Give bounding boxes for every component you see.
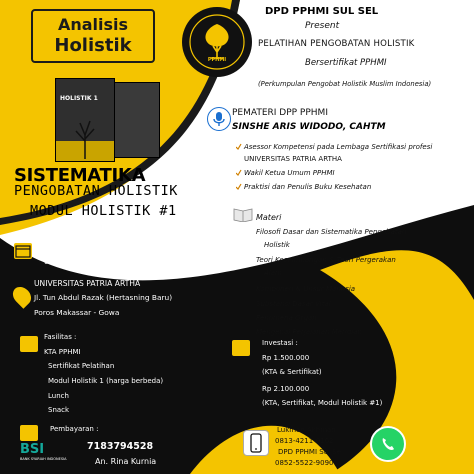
- contact-phone-1: 0813-4211-0162: [275, 437, 334, 445]
- fasilitas-item: Snack: [48, 406, 70, 414]
- materi-item: Komponen & Unsur Manusia: [256, 285, 356, 293]
- schedule-date: Selasa - Sabtu : 14 - 18 Februari 2023: [36, 243, 177, 252]
- price-2: Rp 2.100.000: [262, 385, 310, 393]
- venue-city: Poros Makassar - Gowa: [34, 308, 120, 317]
- calendar-icon: [14, 243, 32, 259]
- book-open-icon: [233, 206, 253, 222]
- pembayaran-label: Pembayaran :: [50, 425, 99, 433]
- pphmi-seal-logo: [181, 6, 253, 78]
- materi-item: Holistik: [264, 241, 290, 249]
- book-cover: [55, 78, 115, 162]
- speaker-label: PEMATERI DPP PPHMI: [232, 108, 328, 118]
- analisis-holistik-logo: [31, 9, 155, 63]
- fasilitas-item: KTA PPHMI: [44, 348, 81, 356]
- price-1-note: (KTA & Sertifikat): [262, 368, 322, 376]
- logo-line2: Holistik: [54, 35, 132, 56]
- investasi-label: Investasi :: [262, 339, 298, 347]
- association-name: (Perkumpulan Pengobat Holistik Muslim Indonesia): [258, 80, 432, 88]
- venue-street: Jl. Tun Abdul Razak (Hertasning Baru): [34, 293, 173, 302]
- certified-label: Bersertifikat PPHMI: [305, 58, 387, 68]
- book-cover-title: HOLISTIK 1: [60, 95, 98, 102]
- materi-item: Mengenal Perjalanan Meridian: [256, 328, 362, 336]
- title-line3: MODUL HOLISTIK #1: [30, 203, 177, 219]
- speaker-name: SINSHE ARIS WIDODO, CAHTM: [232, 122, 386, 132]
- title-line1: SISTEMATIKA: [14, 165, 146, 186]
- speaker-credential: Praktisi dan Penulis Buku Kesehatan: [244, 183, 372, 191]
- checkmark-icons: [236, 143, 242, 193]
- seal-caption: PPHMI: [207, 57, 227, 63]
- materi-item: Fenomena Organ: [256, 314, 317, 322]
- tree-icon: [56, 111, 114, 161]
- account-number: 7183794528: [87, 441, 154, 452]
- event-title: PELATIHAN PENGOBATAN HOLISTIK: [258, 39, 415, 49]
- phone-icon: [243, 430, 269, 456]
- materi-item: Alam: [264, 269, 282, 277]
- whatsapp-icon[interactable]: [370, 426, 406, 462]
- present-label: Present: [305, 21, 340, 31]
- logo-line1: Analisis: [57, 15, 129, 34]
- money-hand-icon: [232, 340, 250, 356]
- contact-phone-2: 0852-5522-9090: [275, 459, 334, 467]
- price-1: Rp 1.500.000: [262, 354, 310, 362]
- contact-name: Lukman Akhmad: [277, 426, 336, 434]
- contact-org: DPD PPHMI Sul Sel: [278, 448, 344, 456]
- speaker-credential: UNIVERSITAS PATRIA ARTHA: [244, 155, 342, 163]
- materi-item: Filosofi Dasar dan Sistematika Pengobatan: [256, 228, 407, 236]
- speaker-credential: Wakil Ketua Umum PPHMI: [244, 169, 335, 177]
- materi-label: Materi: [256, 213, 282, 222]
- materi-item: Teori Keseimbangan & Teori Pergerakan: [256, 256, 396, 264]
- title-line2: PENGOBATAN HOLISTIK: [14, 183, 178, 199]
- bsi-logo: BSI: [20, 442, 45, 457]
- venue-name: UNIVERSITAS PATRIA ARTHA: [34, 279, 141, 288]
- book-back: [108, 82, 160, 158]
- payment-icon: [20, 425, 38, 441]
- fasilitas-label: Fasilitas :: [44, 333, 77, 341]
- price-2-note: (KTA, Sertifikat, Modul Holistik #1): [262, 399, 383, 407]
- org-name: DPD PPHMI SUL SEL: [265, 6, 379, 17]
- bsi-subtitle: BANK SYARIAH INDONESIA: [20, 457, 67, 461]
- fasilitas-item: Modul Holistik 1 (harga berbeda): [48, 377, 164, 385]
- facilities-icon: [20, 336, 38, 352]
- fasilitas-item: Lunch: [48, 392, 69, 400]
- materi-item: Substansi Dasar Vital: [256, 300, 331, 308]
- account-holder: An. Rina Kurnia: [95, 457, 157, 466]
- microphone-icon: [207, 107, 231, 131]
- fasilitas-item: Sertifikat Pelatihan: [48, 362, 115, 370]
- schedule-time: 09.00 - 15.00 wita: [44, 257, 112, 266]
- speaker-credential: Asessor Kompetensi pada Lembaga Sertifikasi profesi: [244, 143, 433, 151]
